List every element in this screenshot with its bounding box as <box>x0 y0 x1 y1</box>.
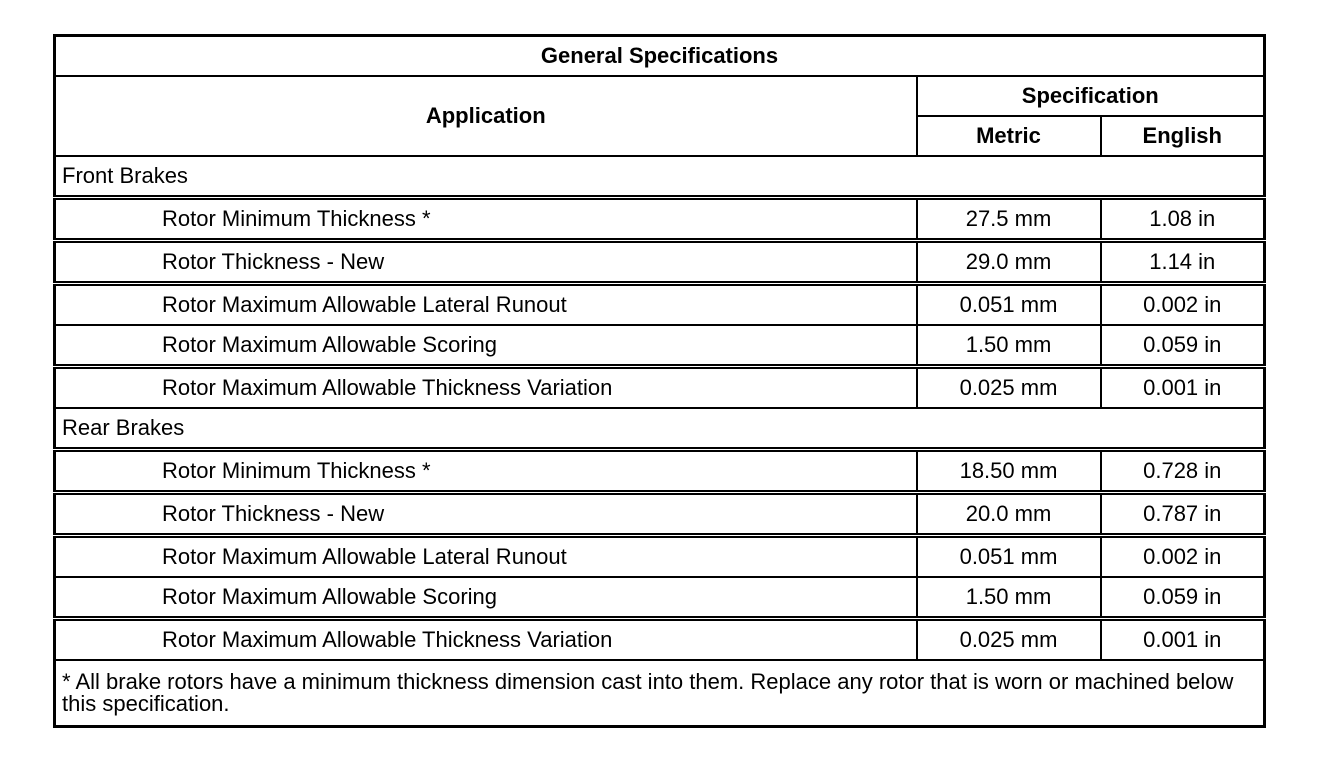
english-value: 0.002 in <box>1101 284 1265 326</box>
english-value: 0.059 in <box>1101 325 1265 367</box>
table-row <box>55 325 1265 367</box>
specification-header: Specification <box>917 76 1265 116</box>
table-row <box>55 536 1265 578</box>
english-value: 0.001 in <box>1101 619 1265 661</box>
english-value: 0.059 in <box>1101 577 1265 619</box>
item-name: Rotor Maximum Allowable Thickness Variation <box>55 367 917 409</box>
metric-value: 0.025 mm <box>917 619 1101 661</box>
header-row-1 <box>55 76 1265 116</box>
english-header: English <box>1101 116 1265 156</box>
section-title: Front Brakes <box>55 156 1265 198</box>
footnote-row <box>55 660 1265 727</box>
item-name: Rotor Maximum Allowable Lateral Runout <box>55 536 917 578</box>
metric-header: Metric <box>917 116 1101 156</box>
metric-value: 0.051 mm <box>917 536 1101 578</box>
table-row <box>55 198 1265 241</box>
table-row <box>55 367 1265 409</box>
english-value: 0.728 in <box>1101 450 1265 493</box>
table-row <box>55 619 1265 661</box>
table-row <box>55 241 1265 284</box>
metric-value: 18.50 mm <box>917 450 1101 493</box>
item-name: Rotor Thickness - New <box>55 241 917 284</box>
english-value: 1.14 in <box>1101 241 1265 284</box>
table-row <box>55 493 1265 536</box>
general-specifications-table <box>53 34 1266 728</box>
metric-value: 20.0 mm <box>917 493 1101 536</box>
title-row <box>55 36 1265 77</box>
application-header: Application <box>55 76 917 156</box>
english-value: 0.002 in <box>1101 536 1265 578</box>
item-name: Rotor Minimum Thickness * <box>55 450 917 493</box>
item-name: Rotor Maximum Allowable Thickness Variation <box>55 619 917 661</box>
item-name: Rotor Maximum Allowable Lateral Runout <box>55 284 917 326</box>
metric-value: 29.0 mm <box>917 241 1101 284</box>
item-name: Rotor Maximum Allowable Scoring <box>55 325 917 367</box>
metric-value: 0.025 mm <box>917 367 1101 409</box>
table-row <box>55 577 1265 619</box>
section-title: Rear Brakes <box>55 408 1265 450</box>
metric-value: 0.051 mm <box>917 284 1101 326</box>
english-value: 1.08 in <box>1101 198 1265 241</box>
metric-value: 1.50 mm <box>917 577 1101 619</box>
table-row <box>55 284 1265 326</box>
item-name: Rotor Maximum Allowable Scoring <box>55 577 917 619</box>
table-title: General Specifications <box>55 36 1265 77</box>
item-name: Rotor Thickness - New <box>55 493 917 536</box>
metric-value: 1.50 mm <box>917 325 1101 367</box>
section-row-rear-brakes <box>55 408 1265 450</box>
english-value: 0.787 in <box>1101 493 1265 536</box>
footnote-text: * All brake rotors have a minimum thickness dimension cast into them. Replace any rotor that is worn or machined below this specification. <box>55 660 1265 727</box>
english-value: 0.001 in <box>1101 367 1265 409</box>
metric-value: 27.5 mm <box>917 198 1101 241</box>
table-row <box>55 450 1265 493</box>
section-row-front-brakes <box>55 156 1265 198</box>
item-name: Rotor Minimum Thickness * <box>55 198 917 241</box>
